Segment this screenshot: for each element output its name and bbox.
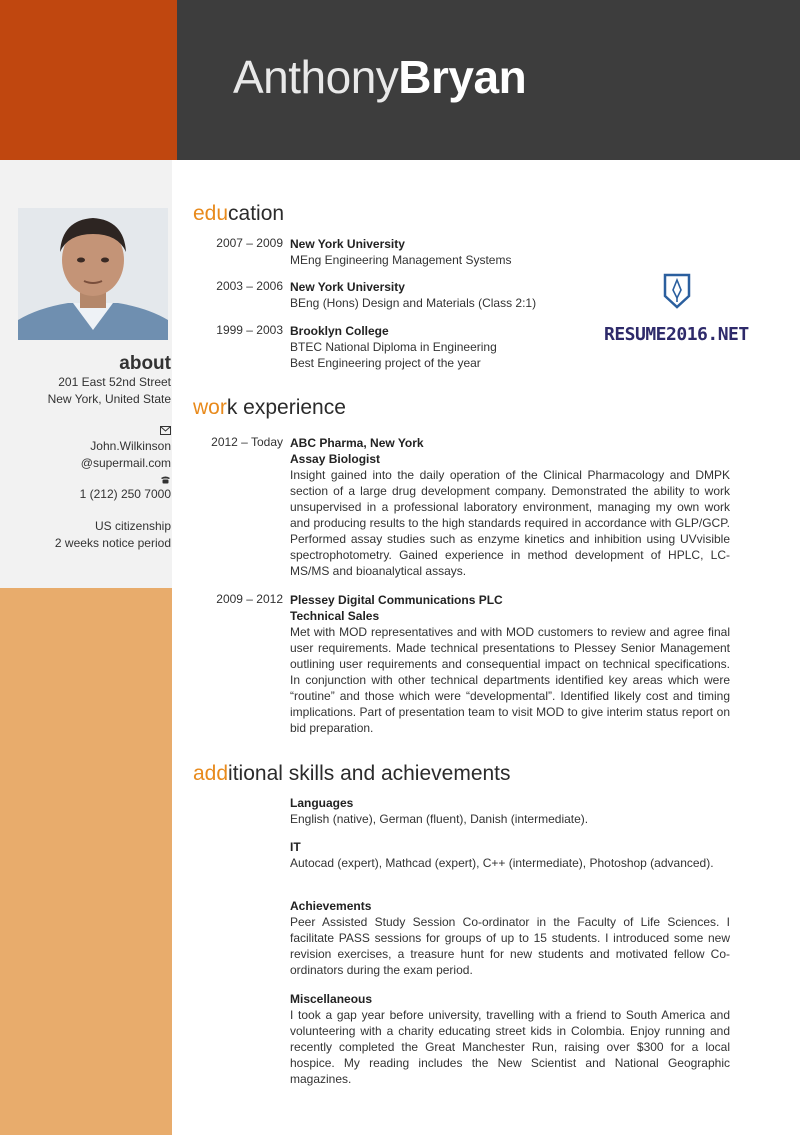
skill-item <box>290 898 730 978</box>
job-description: Insight gained into the daily operation of the Clinical Pharmacology and DMPK section of a large drug development company. Demonstrated the ability to work unsupervised in a professional laboratory environment, managing my own work and producing results to the high standards required in accordance with GLP/GCP. Performed assay studies such as enzyme kinetics and inhibition using UVvisible spectrophotometry. Gained experience in method development of HPLC, LC-MS/MS and bioanalytical assays. <box>290 468 730 578</box>
heading-rest: itional skills and achievements <box>228 762 511 785</box>
availability <box>55 518 171 552</box>
job-description: Met with MOD representatives and with MOD customers to review and agree final user requirements. Made technical presentations to Plessey Senior Management outlining user requirements and consequential impact on technical specifications. In conjunction with other technical departments identified key areas which were “routine” and those which were “developmental”. Identified likely cost and timing implications. Part of presentation team to visit MOD to give interim status report on bid preparation. <box>290 625 730 735</box>
skills-heading <box>193 762 511 786</box>
work-dates: 2009 – 2012 <box>216 592 283 606</box>
address-line: New York, United State <box>47 392 171 406</box>
work-heading <box>193 396 346 420</box>
employer: Plessey Digital Communications PLC <box>290 593 503 607</box>
notice-period: 2 weeks notice period <box>54 536 171 550</box>
skill-text: I took a gap year before university, travelling with a friend to South America and volunteering with a charity educating street kids in Colombia. Enjoy running and recently completed the Great Manchester Run, raising over $300 for a local hospice. My reading includes the New Scientist and National Geographic magazines. <box>290 1008 730 1086</box>
education-dates: 2003 – 2006 <box>216 279 283 293</box>
heading-rest: cation <box>228 202 285 225</box>
profile-photo <box>18 208 168 340</box>
last-name: Bryan <box>398 51 527 103</box>
degree: BTEC National Diploma in Engineering <box>290 340 497 354</box>
work-entry <box>290 592 730 736</box>
education-heading <box>193 202 284 226</box>
skill-text: Peer Assisted Study Session Co-ordinator in the Faculty of Life Sciences. I facilitate PASS sessions for groups of up to 15 students. I introduced some new revision exercises, a treasure hunt for new students and motivated fellow Co-ordinators during the exam period. <box>290 915 730 977</box>
job-title: Technical Sales <box>290 609 380 623</box>
skill-heading: Miscellaneous <box>290 992 373 1006</box>
first-name: Anthony <box>233 51 399 103</box>
heading-rest: k experience <box>226 396 346 419</box>
heading-highlight: wor <box>193 396 227 419</box>
skill-heading: Languages <box>290 796 354 810</box>
left-column-accent-block <box>0 588 172 1135</box>
skill-item <box>290 795 730 827</box>
person-portrait-icon <box>18 208 168 340</box>
skill-text: Autocad (expert), Mathcad (expert), C++ (intermediate), Photoshop (advanced). <box>290 856 714 870</box>
phone-number[interactable]: 1 (212) 250 7000 <box>79 487 171 501</box>
education-entry <box>290 279 730 311</box>
degree: MEng Engineering Management Systems <box>290 253 512 267</box>
institution: New York University <box>290 280 405 294</box>
degree: BEng (Hons) Design and Materials (Class 2:1) <box>290 296 537 310</box>
education-entry <box>290 323 730 371</box>
citizenship: US citizenship <box>94 519 171 533</box>
header-accent-block <box>0 0 177 160</box>
address-line: 201 East 52nd Street <box>58 375 171 389</box>
education-dates: 2007 – 2009 <box>216 236 283 250</box>
institution: Brooklyn College <box>290 324 389 338</box>
skill-heading: IT <box>290 840 301 854</box>
skill-text: English (native), German (fluent), Danish (intermediate). <box>290 812 589 826</box>
skill-item <box>290 991 730 1087</box>
job-title: Assay Biologist <box>290 452 381 466</box>
envelope-icon <box>160 426 171 435</box>
education-entry <box>290 236 730 268</box>
skill-item <box>290 839 730 871</box>
about-heading: about <box>119 353 171 374</box>
watermark-text: RESUME2016.NET <box>604 324 749 345</box>
candidate-name <box>233 50 526 104</box>
work-entry <box>290 435 730 579</box>
institution: New York University <box>290 237 405 251</box>
email[interactable] <box>81 438 171 472</box>
telephone-icon <box>160 475 171 484</box>
employer: ABC Pharma, New York <box>290 436 424 450</box>
email-line: @supermail.com <box>80 456 171 470</box>
address <box>48 374 171 408</box>
heading-highlight: add <box>193 762 229 785</box>
skill-heading: Achievements <box>290 899 372 913</box>
education-dates: 1999 – 2003 <box>216 323 283 337</box>
heading-highlight: edu <box>193 202 229 225</box>
email-line: John.Wilkinson <box>90 439 171 453</box>
work-dates: 2012 – Today <box>211 435 283 449</box>
award: Best Engineering project of the year <box>290 356 481 370</box>
